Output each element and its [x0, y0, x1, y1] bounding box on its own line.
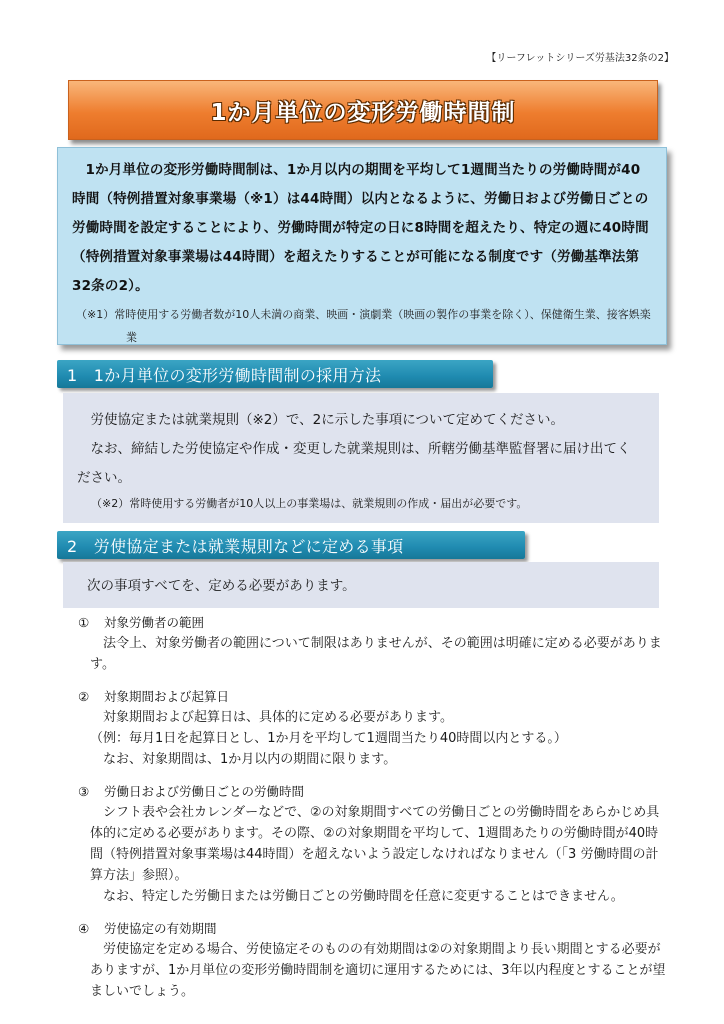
- section2-panel: [63, 562, 659, 608]
- item-number: ②: [78, 689, 90, 704]
- item-title: [78, 612, 668, 633]
- item-number: ①: [78, 615, 90, 630]
- section1-para2: なお、締結した労使協定や作成・変更した就業規則は、所轄労働基準監督署に届け出てください。: [77, 441, 631, 486]
- requirement-list: [78, 612, 668, 1013]
- item-body: [78, 939, 668, 1002]
- section1-para1: 労使協定または就業規則（※2）で、2に示した事項について定めてください。: [90, 412, 564, 428]
- page-title: 1か月単位の変形労働時間制: [210, 99, 516, 126]
- item-title-text: 労働日および労働日ごとの労働時間: [104, 784, 305, 799]
- item-line: 対象期間および起算日は、具体的に定める必要があります。: [103, 710, 453, 725]
- section1-heading-text: 1 1か月単位の変形労働時間制の採用方法: [67, 365, 382, 385]
- item-line: なお、特定した労働日または労働日ごとの労働時間を任意に変更することはできません。: [103, 889, 624, 904]
- item-body: [78, 707, 668, 770]
- section2-heading-text: 2 労使協定または就業規則などに定める事項: [67, 536, 404, 556]
- item-line: なお、対象期間は、1か月以内の期間に限ります。: [103, 752, 397, 767]
- item-body: [78, 633, 668, 675]
- item-title: [78, 781, 668, 802]
- item-body: [78, 802, 668, 907]
- item-number: ④: [78, 921, 90, 936]
- item-title-text: 労使協定の有効期間: [104, 921, 217, 936]
- series-tag: 【リーフレットシリーズ労基法32条の2】: [486, 53, 674, 64]
- item-line: シフト表や会社カレンダーなどで、②の対象期間すべての労働日ごとの労働時間をあらかじめ具体的に定める必要があります。その際、②の対象期間を平均して、1週間あたりの労働時間が40時間（特例措置対象事業場は44時間）を超えないよう設定しなければなりません（「3 労働時間の計算方法」参照）。: [90, 805, 660, 883]
- section2-lead: 次の事項すべてを、定める必要があります。: [87, 578, 356, 594]
- intro-note: （※1）常時使用する労働者数が10人未満の商業、映画・演劇業（映画の製作の事業を除く）、保健衛生業、接客娯楽業: [76, 308, 651, 344]
- item-number: ③: [78, 784, 90, 799]
- list-item: [78, 918, 668, 1002]
- section1-note: （※2）常時使用する労働者が10人以上の事業場は、就業規則の作成・届出が必要です。: [91, 497, 528, 510]
- list-item: [78, 781, 668, 907]
- item-title: [78, 686, 668, 707]
- item-line: （例：毎月1日を起算日とし、1か月を平均して1週間当たり40時間以内とする。）: [90, 731, 567, 746]
- item-title: [78, 918, 668, 939]
- item-line: 労使協定を定める場合、労使協定そのものの有効期間は②の対象期間より長い期間とする必要がありますが、1か月単位の変形労働時間制を適切に運用するためには、3年以内程度とすることが望ましいでしょう。: [90, 942, 666, 999]
- item-title-text: 対象労働者の範囲: [104, 615, 205, 630]
- section1-panel: [63, 393, 659, 523]
- title-banner: [68, 80, 658, 140]
- intro-box: [57, 147, 667, 345]
- item-line: 法令上、対象労働者の範囲について制限はありませんが、その範囲は明確に定める必要があります。: [90, 636, 662, 672]
- intro-text: 1か月単位の変形労働時間制は、1か月以内の期間を平均して1週間当たりの労働時間が40時間（特例措置対象事業場（※1）は44時間）以内となるように、労働日および労働日ごとの労働時間を設定することにより、労働時間が特定の日に8時間を超えたり、特定の週に40時間（特例措置対象事業場は44時間）を超えたりすることが可能になる制度です（労働基準法第32条の2）。: [72, 162, 649, 294]
- section1-heading: [57, 360, 493, 388]
- list-item: [78, 612, 668, 675]
- list-item: [78, 686, 668, 770]
- item-title-text: 対象期間および起算日: [104, 689, 230, 704]
- section2-heading: [57, 531, 525, 559]
